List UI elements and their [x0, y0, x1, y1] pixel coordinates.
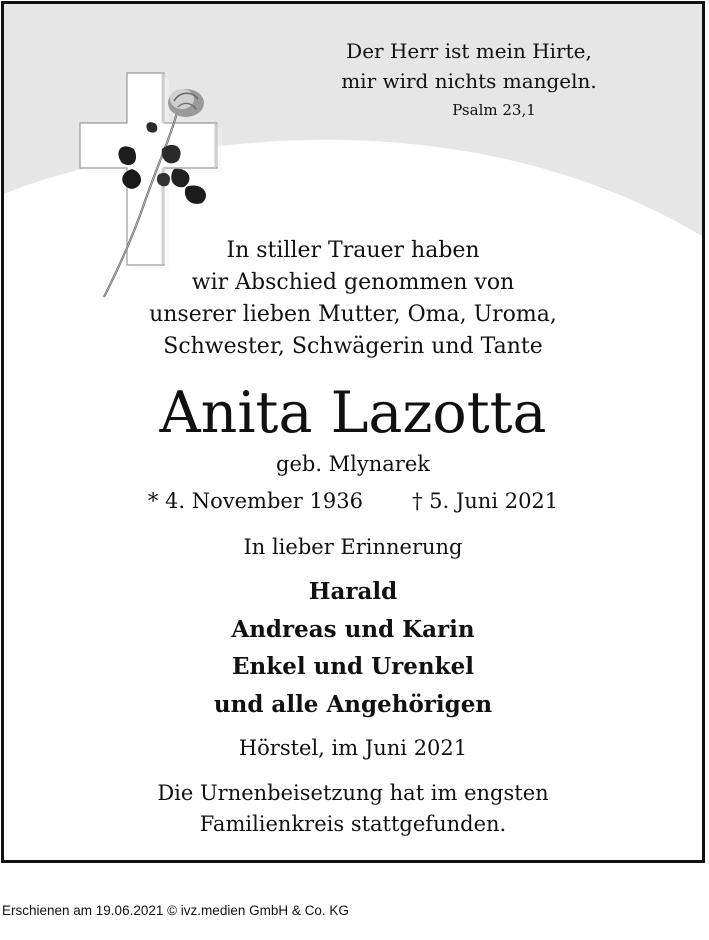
deceased-name: Anita Lazotta	[159, 380, 547, 446]
grief-line: wir Abschied genommen von	[191, 270, 515, 295]
grief-line: In stiller Trauer haben	[226, 238, 480, 263]
mourner: Harald	[308, 578, 398, 605]
birth-name: geb. Mlynarek	[276, 452, 430, 476]
remembrance-line: In lieber Erinnerung	[243, 535, 463, 559]
obituary-notice	[1, 1, 705, 863]
place-and-date: Hörstel, im Juni 2021	[238, 736, 468, 760]
mourner: und alle Angehörigen	[213, 690, 493, 718]
grief-line: unserer lieben Mutter, Oma, Uroma,	[149, 302, 557, 327]
publication-imprint: Erschienen am 19.06.2021 © ivz.medien GmbH & Co. KG	[2, 903, 349, 918]
death-date: † 5. Juni 2021	[411, 489, 559, 513]
mourner: Andreas und Karin	[231, 615, 475, 643]
birth-date: * 4. November 1936	[147, 489, 363, 513]
verse-line: Der Herr ist mein Hirte,	[346, 39, 592, 63]
grief-statement	[4, 235, 702, 363]
life-dates	[4, 489, 702, 513]
burial-note	[4, 778, 702, 840]
mourners-list	[4, 573, 702, 723]
verse-line: mir wird nichts mangeln.	[341, 69, 597, 93]
mourner: Enkel und Urenkel	[232, 653, 474, 680]
burial-line: Familienkreis stattgefunden.	[199, 812, 507, 836]
grief-line: Schwester, Schwägerin und Tante	[163, 334, 543, 359]
verse-reference: Psalm 23,1	[452, 101, 536, 119]
bible-verse	[304, 36, 634, 96]
burial-line: Die Urnenbeisetzung hat im engsten	[157, 781, 549, 805]
